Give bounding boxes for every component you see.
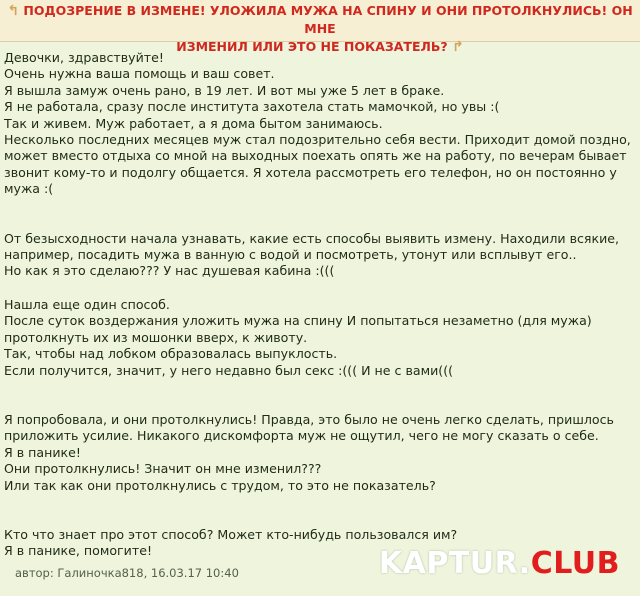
paragraph-question: Кто что знает про этот способ? Может кто-нибудь пользовался им? Я в панике, помогите! (4, 526, 458, 559)
reply-arrow-icon: ↰ (7, 3, 20, 19)
post-body (4, 50, 632, 560)
paragraph-result: Я попробовала, и они протолкнулись! Правда, это было не очень легко сделать, пришлось приложить усилие. Никакого дискомфорта муж не ощутил, чего не могу сказать о себе. Я в панике! Они протолкнулись! Значит он мне изменил??? Или так как они протолкнулись с трудом, то это не показатель? (4, 411, 614, 493)
topic-title-line-1: ↰ ПОДОЗРЕНИЕ В ИЗМЕНЕ! УЛОЖИЛА МУЖА НА СПИНУ И ОНИ ПРОТОЛКНУЛИСЬ! ОН МНЕ (7, 3, 633, 36)
topic-header (0, 0, 640, 55)
forward-arrow-icon: ↱ (452, 39, 464, 55)
site-watermark: KAPTUR.CLUB (378, 546, 620, 581)
topic-title-line-2: ИЗМЕНИЛ ИЛИ ЭТО НЕ ПОКАЗАТЕЛЬ? ↱ (176, 39, 464, 55)
paragraph-intro: Девочки, здравствуйте! Очень нужна ваша помощь и ваш совет. Я вышла замуж очень рано, в 19 лет. И вот мы уже 5 лет в браке. Я не работала, сразу после института захотела стать мамочкой, но увы :( Так и живем. Муж работает, а я дома бытом занимаюсь. Несколько последних месяцев муж стал подозрительно себя вести. Приходит домой поздно, может вместо отдыха со мной на выходных поехать опять же на работу, по вечерам бывает звонит кому-то и подолгу общается. Я хотела рассмотреть его телефон, но он постоянно у мужа :( (4, 50, 631, 197)
paragraph-methods: От безысходности начала узнавать, какие есть способы выявить измену. Находили всякие, например, посадить мужа в ванную с водой и посмотреть, утонут или всплывут его.. Но как я это сделаю??? У нас душевая кабина :((( (4, 230, 620, 279)
post-author: автор: Галиночка818, 16.03.17 10:40 (15, 566, 239, 580)
paragraph-another-method: Нашла еще один способ. После суток воздержания уложить мужа на спину И попытаться незаметно (для мужа) протолкнуть их из мошонки вверх, к животу. Так, чтобы над лобком образовалась выпуклость. Если получится, значит, у него недавно был секс :((( И не с вами((( (4, 296, 592, 378)
